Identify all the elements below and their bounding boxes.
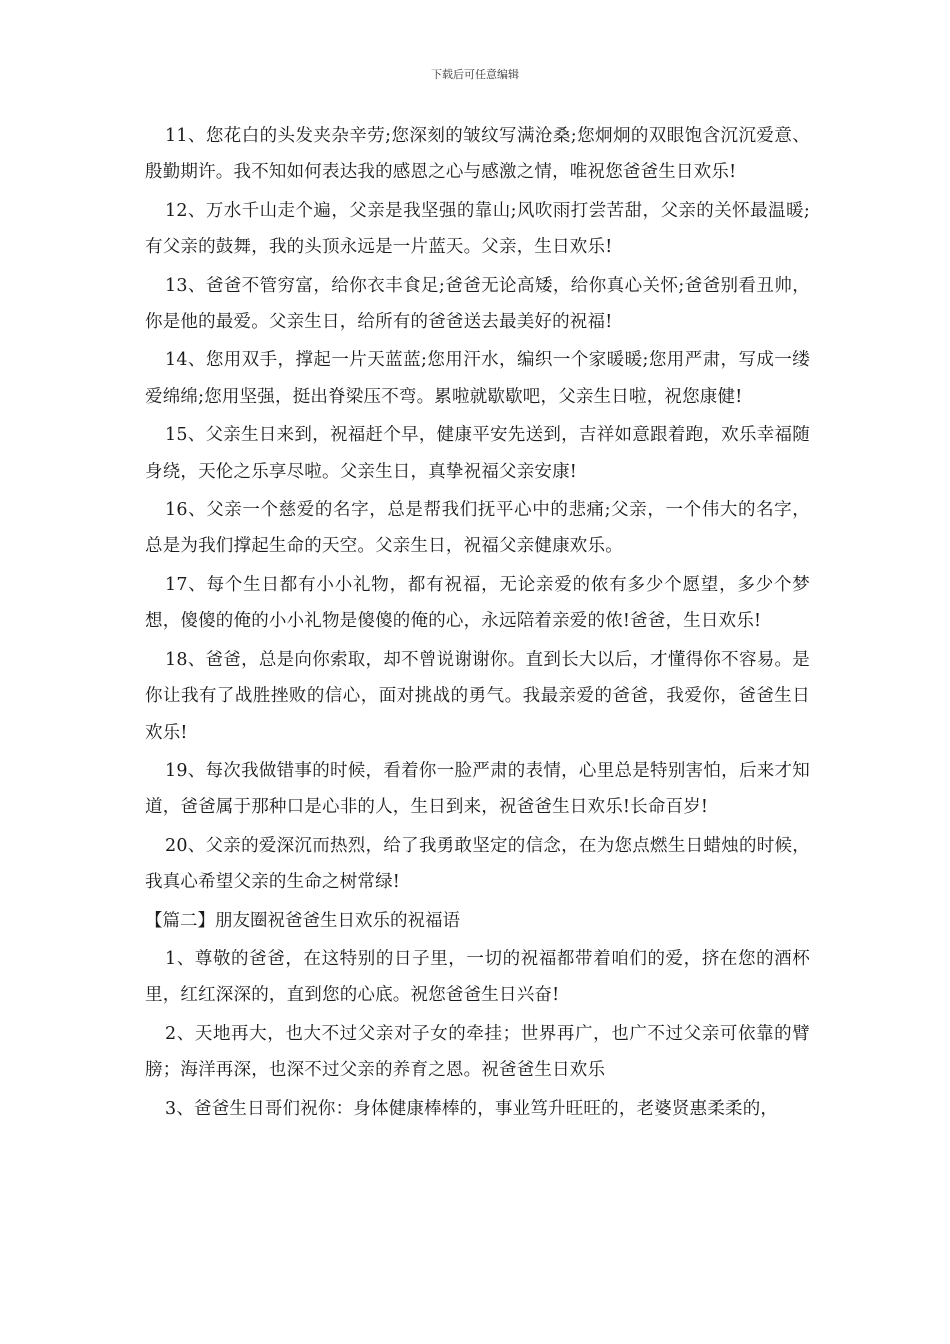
section-title: 【篇二】朋友圈祝爸爸生日欢乐的祝福语: [145, 910, 460, 931]
paragraph: 16、父亲一个慈爱的名字，总是帮我们抚平心中的悲痛;父亲，一个伟大的名字，总是为我们撑起生命的天空。父亲生日，祝福父亲健康欢乐。: [145, 500, 810, 557]
paragraph: 19、每次我做错事的时候，看着你一脸严肃的表情，心里总是特别害怕，后来才知道，爸爸属于那种口是心非的人，生日到来，祝爸爸生日欢乐!长命百岁!: [145, 760, 810, 818]
document-body: [145, 118, 810, 1129]
paragraph: 18、爸爸，总是向你索取，却不曾说谢谢你。直到长大以后，才懂得你不容易。是你让我有了战胜挫败的信心，面对挑战的勇气。我最亲爱的爸爸，我爱你，爸爸生日欢乐!: [145, 649, 810, 743]
paragraph: 13、爸爸不管穷富，给你衣丰食足;爸爸无论高矮，给你真心关怀;爸爸别看丑帅，你是他的最爱。父亲生日，给所有的爸爸送去最美好的祝福!: [145, 275, 810, 333]
page-header: 下载后可任意编辑: [431, 68, 519, 81]
paragraph: 12、万水千山走个遍，父亲是我坚强的靠山;风吹雨打尝苦甜，父亲的关怀最温暖;有父亲的鼓舞，我的头顶永远是一片蓝天。父亲，生日欢乐!: [145, 200, 810, 258]
paragraph: 3、爸爸生日哥们祝你：身体健康棒棒的，事业笃升旺旺的，老婆贤惠柔柔的，: [165, 1098, 779, 1119]
paragraph: 14、您用双手，撑起一片天蓝蓝;您用汗水，编织一个家暖暖;您用严肃，写成一缕爱绵绵;您用坚强，挺出脊梁压不弯。累啦就歇歇吧，父亲生日啦，祝您康健!: [145, 350, 810, 407]
paragraph: 17、每个生日都有小小礼物，都有祝福，无论亲爱的侬有多少个愿望，多少个梦想，傻傻的俺的小小礼物是傻傻的俺的心，永远陪着亲爱的侬!爸爸，生日欢乐!: [145, 574, 810, 632]
paragraph: 15、父亲生日来到，祝福赶个早，健康平安先送到，吉祥如意跟着跑，欢乐幸福随身绕，天伦之乐享尽啦。父亲生日，真挚祝福父亲安康!: [145, 425, 810, 482]
paragraph: 1、尊敬的爸爸，在这特别的日子里，一切的祝福都带着咱们的爱，挤在您的酒杯里，红红深深的，直到您的心底。祝您爸爸生日兴奋!: [145, 948, 810, 1006]
paragraph: 11、您花白的头发夹杂辛劳;您深刻的皱纹写满沧桑;您炯炯的双眼饱含沉沉爱意、殷勤期许。我不知如何表达我的感恩之心与感激之情，唯祝您爸爸生日欢乐!: [145, 126, 810, 183]
paragraph: 20、父亲的爱深沉而热烈，给了我勇敢坚定的信念，在为您点燃生日蜡烛的时候，我真心希望父亲的生命之树常绿!: [145, 835, 810, 893]
paragraph: 2、天地再大，也大不过父亲对子女的牵挂；世界再广，也广不过父亲可依靠的臂膀；海洋再深，也深不过父亲的养育之恩。祝爸爸生日欢乐: [145, 1023, 810, 1081]
